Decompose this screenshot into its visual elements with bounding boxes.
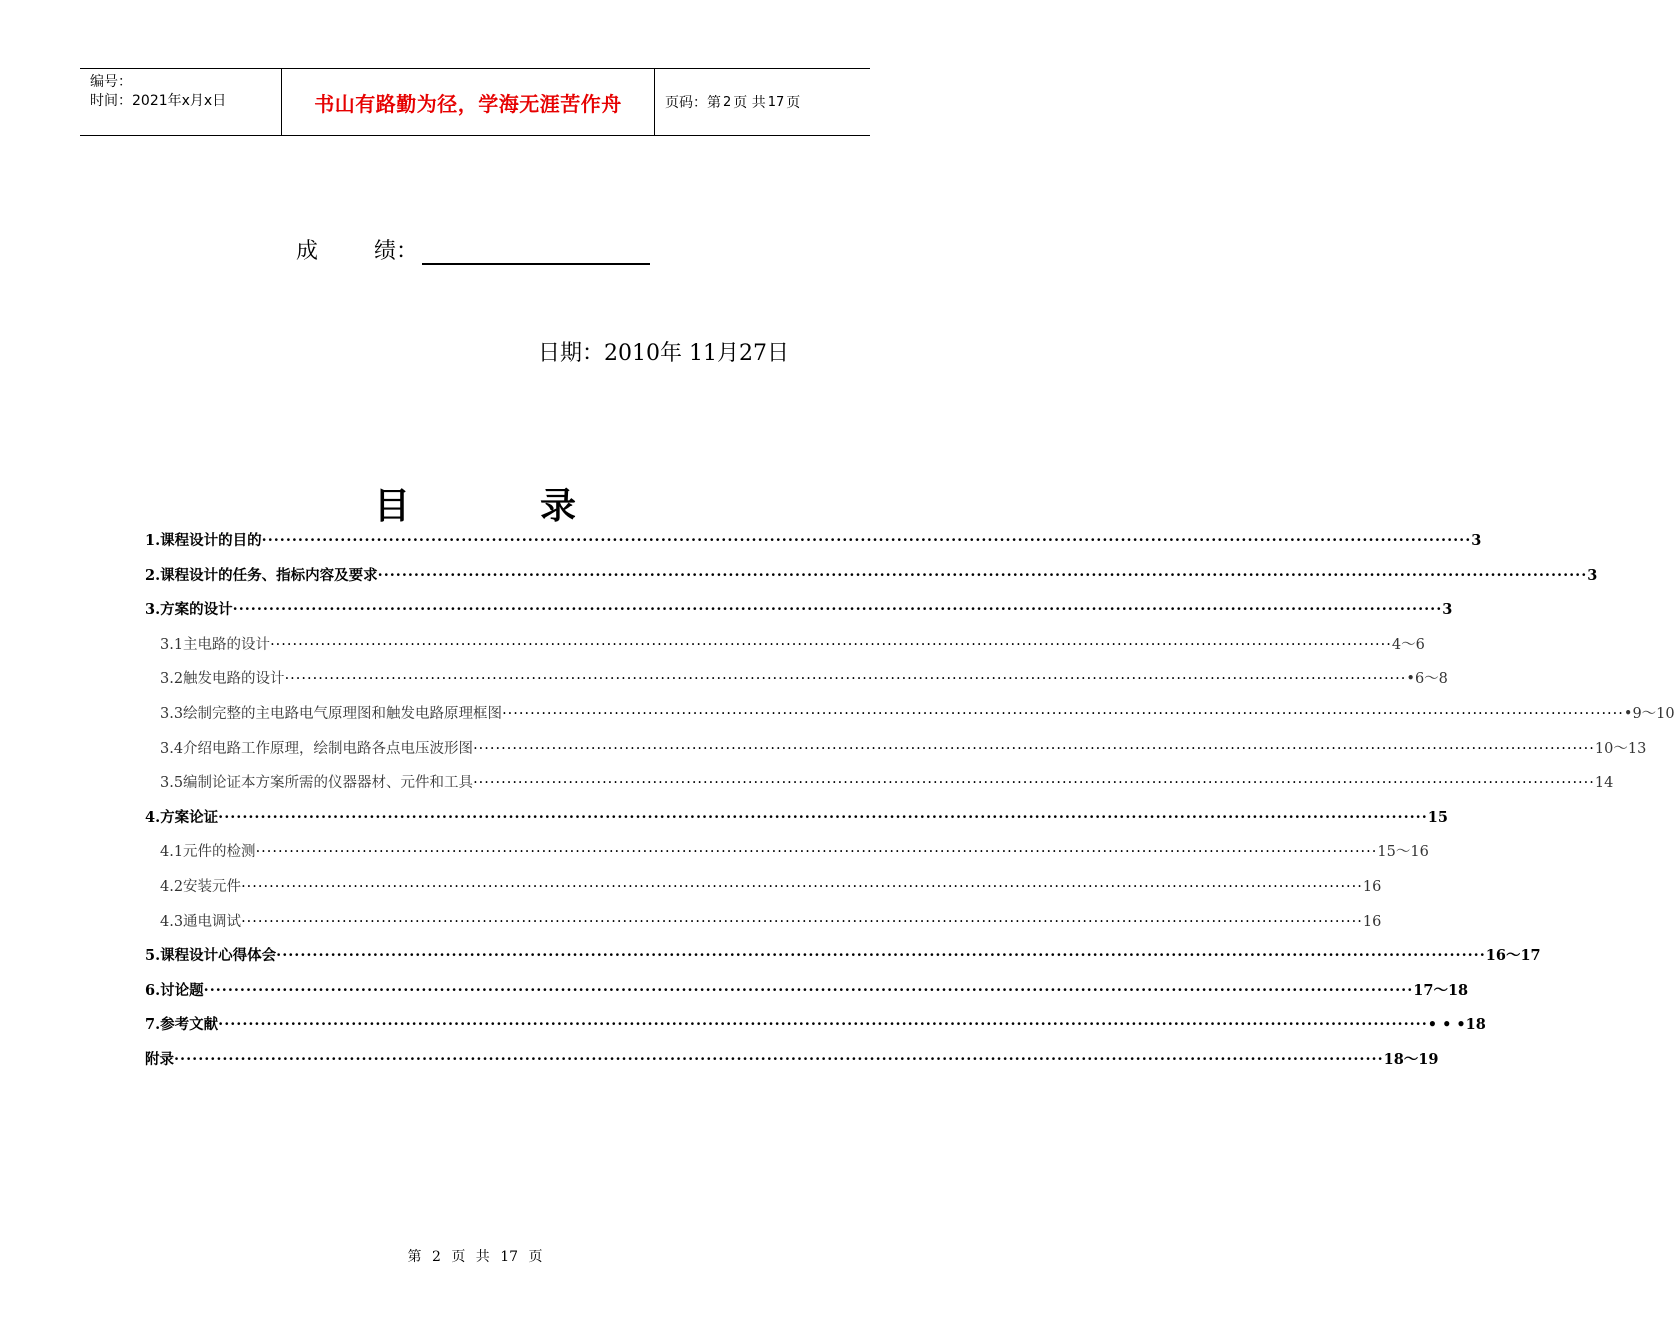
toc-dot-leader: ········································································································································································································ [255,844,1378,860]
toc-entry [145,1048,1439,1068]
header-meta [80,69,282,135]
toc-title-b: 录 [540,485,577,527]
toc-dot-leader: ········································································································································································································ [284,671,1407,687]
toc-dot-leader: ········································································································································································································ [270,637,1392,653]
time-label: 时间：2021年x月x日 [90,93,227,109]
toc-dot-leader: ········································································································································································································ [473,741,1595,757]
toc-entry-label: 3.3绘制完整的主电路电气原理图和触发电路原理框图 [160,706,503,722]
toc-entry-page: 3 [1442,601,1453,618]
toc-entry-label: 3.1主电路的设计 [160,637,271,653]
toc-entry [160,910,1382,930]
toc-entry-page: 17～18 [1413,982,1469,999]
toc-dot-leader: ········································································································································································································ [174,1051,1384,1068]
toc-dot-leader: ········································································································································································································ [377,567,1588,584]
footer-c: 共 [475,1249,490,1265]
toc-entry-label: 3.4介绍电路工作原理，绘制电路各点电压波形图 [160,741,474,757]
toc-dot-leader: ········································································································································································································ [218,809,1428,826]
toc-entry [145,598,1453,618]
date-text: 日期：2010年 11月27日 [538,341,789,366]
toc-entry-page: 14 [1594,775,1614,791]
toc-entry-label: 5.课程设计心得体会 [145,947,277,964]
toc-entry [160,771,1614,791]
toc-entry [145,529,1482,549]
toc-entry-page: 16～17 [1485,947,1541,964]
toc-entry-label: 6.讨论题 [145,982,204,999]
toc-entry-page: 16 [1362,914,1382,930]
header-motto: 书山有路勤为径，学海无涯苦作舟 [282,69,655,135]
page-footer [0,1246,950,1266]
number-label: 编号： [90,74,132,90]
toc-entry [145,944,1541,964]
toc-title-a: 目 [373,485,410,527]
footer-a: 第 [407,1249,422,1265]
toc-dot-leader: ········································································································································································································ [232,601,1443,618]
grade-field [296,234,650,265]
toc-entry-label: 4.2安装元件 [160,879,242,895]
toc-dot-leader: ········································································································································································································ [276,947,1486,964]
toc-entry [160,633,1425,653]
grade-label-b: 绩： [374,239,419,264]
toc-dot-leader: ········································································································································································································ [241,879,1363,895]
footer-b: 页 [451,1249,466,1265]
toc-entry [145,564,1598,584]
toc-entry [160,840,1429,860]
page-header [80,68,870,136]
toc-entry-label: 4.3通电调试 [160,914,242,930]
footer-total: 17 [500,1249,519,1265]
toc-entry [145,806,1448,826]
toc-entry-label: 4.1元件的检测 [160,844,256,860]
toc-entry-label: 3.方案的设计 [145,601,233,618]
toc-entry-label: 7.参考文献 [145,1016,219,1033]
grade-label-a: 成 [296,239,319,264]
toc-entry-page: 15～16 [1377,844,1429,860]
toc-entry [145,1013,1486,1033]
toc-entry-page: 16 [1362,879,1382,895]
toc-entry-label: 1.课程设计的目的 [145,532,262,549]
page-label-prefix: 页码：第 [665,95,721,111]
toc-entry-page: 3 [1471,532,1482,549]
toc-entry [160,875,1382,895]
toc-dot-leader: ········································································································································································································ [241,914,1363,930]
toc-dot-leader: ········································································································································································································ [473,775,1595,791]
footer-current: 2 [431,1249,441,1265]
page-label-mid: 页 共 [733,95,766,111]
page-current: 2 [723,94,732,110]
toc-entry [160,737,1647,757]
toc-entry [145,979,1469,999]
toc-entry-page: 10～13 [1594,741,1647,757]
toc-entry [160,667,1448,687]
toc-entry-page: • • •18 [1427,1016,1486,1033]
toc-entry-label: 3.5编制论证本方案所需的仪器器材、元件和工具 [160,775,474,791]
toc-dot-leader: ········································································································································································································ [218,1016,1428,1033]
toc-entry-page: 15 [1427,809,1448,826]
toc-entry-page: 4～6 [1391,637,1425,653]
toc-entry-label: 3.2触发电路的设计 [160,671,285,687]
toc-entry [160,702,1675,722]
page-total: 17 [767,94,785,110]
toc-dot-leader: ········································································································································································································ [502,706,1624,722]
toc-entry-page: 3 [1587,567,1598,584]
toc-dot-leader: ········································································································································································································ [261,532,1472,549]
footer-d: 页 [528,1249,543,1265]
toc-entry-page: •6～8 [1406,671,1448,687]
header-page-info [655,69,870,135]
grade-underline [422,237,650,265]
toc-title [0,478,950,529]
toc-entry-label: 2.课程设计的任务、指标内容及要求 [145,567,378,584]
toc-entry-label: 附录 [145,1051,174,1068]
toc-dot-leader: ········································································································································································································ [203,982,1414,999]
toc-entry-page: 18～19 [1383,1051,1439,1068]
page-label-suffix: 页 [786,95,801,111]
toc-entry-page: •9～10 [1623,706,1675,722]
toc-entry-label: 4.方案论证 [145,809,219,826]
